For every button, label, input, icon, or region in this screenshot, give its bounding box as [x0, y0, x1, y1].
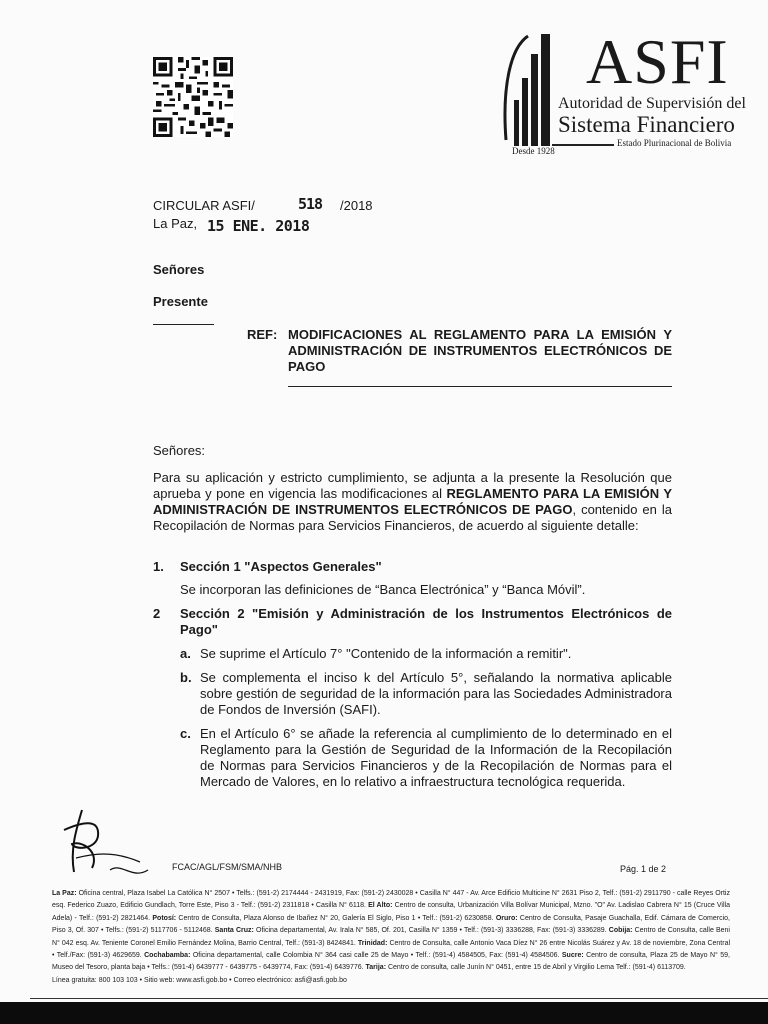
item-a-text: Se suprime el Artículo 7° "Contenido de la información a remitir".	[200, 646, 572, 661]
section-1-title: Sección 1 "Aspectos Generales"	[180, 559, 382, 574]
footer-city: El Alto:	[368, 902, 393, 910]
item-c-letter: c.	[180, 726, 191, 741]
circular-number: 518	[298, 195, 323, 213]
footer-entry: Centro de Consulta, Plaza Alonso de Ibañez N° 20, Galería El Siglo, Piso 1 • Telf.: (591-2) 6230858.	[178, 914, 494, 922]
footer-city: Potosí:	[152, 914, 177, 922]
circular-label: CIRCULAR ASFI/	[153, 198, 255, 213]
author-codes: FCAC/AGL/FSM/SMA/NHB	[172, 862, 283, 872]
footer-city: Sucre:	[561, 952, 584, 960]
addressee-senores: Señores	[153, 262, 205, 277]
footer-entry: Oficina departamental, calle Colombia N° 364 casi calle 25 de Mayo • Telf.: (591-4) 4584505, Fax: (591-4) 4584506.	[192, 952, 560, 960]
footer-contact-line: Línea gratuita: 800 103 103 • Sitio web: www.asfi.gob.bo • Correo electrónico: asfi@asfi.gob.bo	[52, 976, 347, 984]
section-1-text: Se incorporan las definiciones de “Banca Electrónica” y “Banca Móvil”.	[180, 582, 586, 597]
logo-brand-text: ASFI	[586, 26, 729, 97]
footer-city: Tarija:	[365, 964, 387, 972]
intro-text-1: Para su aplicación y estricto cumplimiento, se adjunta a la presente la Resolución que aprueba y pone en vigencia las modificaciones al	[153, 470, 672, 501]
scan-edge-band	[0, 1002, 768, 1024]
place-label: La Paz,	[153, 216, 198, 231]
logo-since: Desde 1928	[512, 146, 555, 156]
footer-entry: Oficina central, Plaza Isabel La Católica N° 2507 • Telfs.: (591-2) 2174444 - 2431919, Fax: (591-2) 2430028 • Casilla N° 447 - Av. Arce Edificio Multicine N° 2631 Piso 2, Telf.: (591-2) 2911790 - calle Reyes Ortiz esq. Federico Zuazo, Edificio Gundlach, Torre Este, Piso 3 - Telf.: (591-2) 2311818 • Casilla N° 6118.	[52, 890, 730, 910]
footer-city: Oruro:	[495, 914, 518, 922]
logo-subtitle-line2: Sistema Financiero	[558, 112, 735, 137]
footer-entry: Centro de Consulta, calle Beni N° 042 esq. Av. Teniente Coronel Emilio Fernández Molina, Barrio Central, Telf.: (591-3) 8424841.	[52, 927, 730, 947]
greeting: Señores:	[153, 443, 206, 458]
item-a-letter: a.	[180, 646, 191, 661]
logo-emblem-icon	[500, 28, 560, 154]
page-number: Pág. 1 de 2	[620, 864, 667, 874]
handwritten-initials	[52, 800, 152, 882]
ref-subject: MODIFICACIONES AL REGLAMENTO PARA LA EMISIÓN Y ADMINISTRACIÓN DE INSTRUMENTOS ELECTRÓNICOS DE PAGO	[288, 327, 672, 374]
section-2-title: Sección 2 "Emisión y Administración de los Instrumentos Electrónicos de Pago"	[180, 606, 672, 637]
footer-city: Santa Cruz:	[214, 927, 254, 935]
footer-city: Cobija:	[608, 927, 633, 935]
footer-city: Trinidad:	[357, 939, 388, 947]
logo-tagline: Estado Plurinacional de Bolivia	[617, 138, 732, 148]
intro-regulation-name: REGLAMENTO PARA LA EMISIÓN Y ADMINISTRACIÓN DE INSTRUMENTOS ELECTRÓNICOS DE PAGO	[153, 486, 673, 517]
ref-label: REF:	[247, 327, 278, 342]
addressee-presente: Presente	[153, 294, 208, 309]
footer-entry: Oficina departamental, Av. Irala N° 585, Of. 201, Casilla N° 1359 • Telf.: (591-3) 3336288, Fax: (591-3) 3336289.	[256, 927, 607, 935]
item-b-letter: b.	[180, 670, 192, 685]
footer-entry: Centro de Consulta, Pasaje Guachalla, Edif. Cámara de Comercio, Piso 3, Of. 307 • Telfs.: (591-2) 5117706 - 5112468.	[52, 914, 730, 935]
asfi-logo	[500, 26, 746, 160]
item-c-text: En el Artículo 6° se añade la referencia al cumplimiento de lo determinado en el Reglamento para la Gestión de Seguridad de la Información de la Recopilación de Normas para Servicios Financieros y de la Recopilación de Normas para el Mercado de Valores, en lo relativo a infraestructura tecnológica requerida.	[200, 726, 672, 789]
footer-contacts	[52, 888, 730, 987]
qr-code-icon	[153, 57, 233, 137]
footer-entry: Centro de consulta, Plaza 25 de Mayo N° 59, Museo del Tesoro, planta baja • Telfs.: (591-4) 6439777 - 6439775 - 6439774, Fax: (591-4) 6439776.	[52, 952, 730, 972]
date-stamp: 15 ENE. 2018	[207, 217, 310, 235]
item-b-text: Se complementa el inciso k del Artículo 5°, señalando la normativa aplicable sobre gestión de seguridad de la información para las Sociedades Administradora de Fondos de Inversión (SAFI).	[200, 670, 672, 717]
divider-short	[153, 324, 214, 325]
divider-long	[288, 386, 672, 387]
footer-entry: Centro de consulta, Urbanización Villa Bolívar Municipal, Mzno. "O" Av. Ladislao Cabrera N° 15 (Cruce Villa Adela) - Telf.: (591-2) 2821464.	[52, 902, 730, 922]
intro-paragraph	[153, 470, 672, 534]
logo-divider	[552, 144, 614, 146]
section-2-number: 2	[153, 606, 161, 621]
circular-reference	[153, 198, 255, 214]
footer-city: La Paz:	[52, 890, 77, 897]
footer-entry: Centro de Consulta, calle Antonio Vaca Díez N° 26 entre Nicolás Suárez y Av. 18 de noviembre, Zona Central • Telf./Fax: (591-3) 4629659.	[52, 939, 731, 960]
circular-year: /2018	[340, 198, 373, 213]
bottom-divider	[30, 998, 768, 999]
logo-subtitle-line1: Autoridad de Supervisión del	[558, 95, 746, 112]
footer-entry: Centro de consulta, calle Junín N° 0451, entre 15 de Abril y Virgilio Lema Telf.: (591-4) 6113709.	[387, 964, 686, 972]
intro-text-2: , contenido en la Recopilación de Normas para Servicios Financieros, de acuerdo al siguiente detalle:	[153, 502, 672, 533]
section-1-number: 1.	[153, 559, 164, 574]
footer-city: Cochabamba:	[144, 952, 191, 960]
